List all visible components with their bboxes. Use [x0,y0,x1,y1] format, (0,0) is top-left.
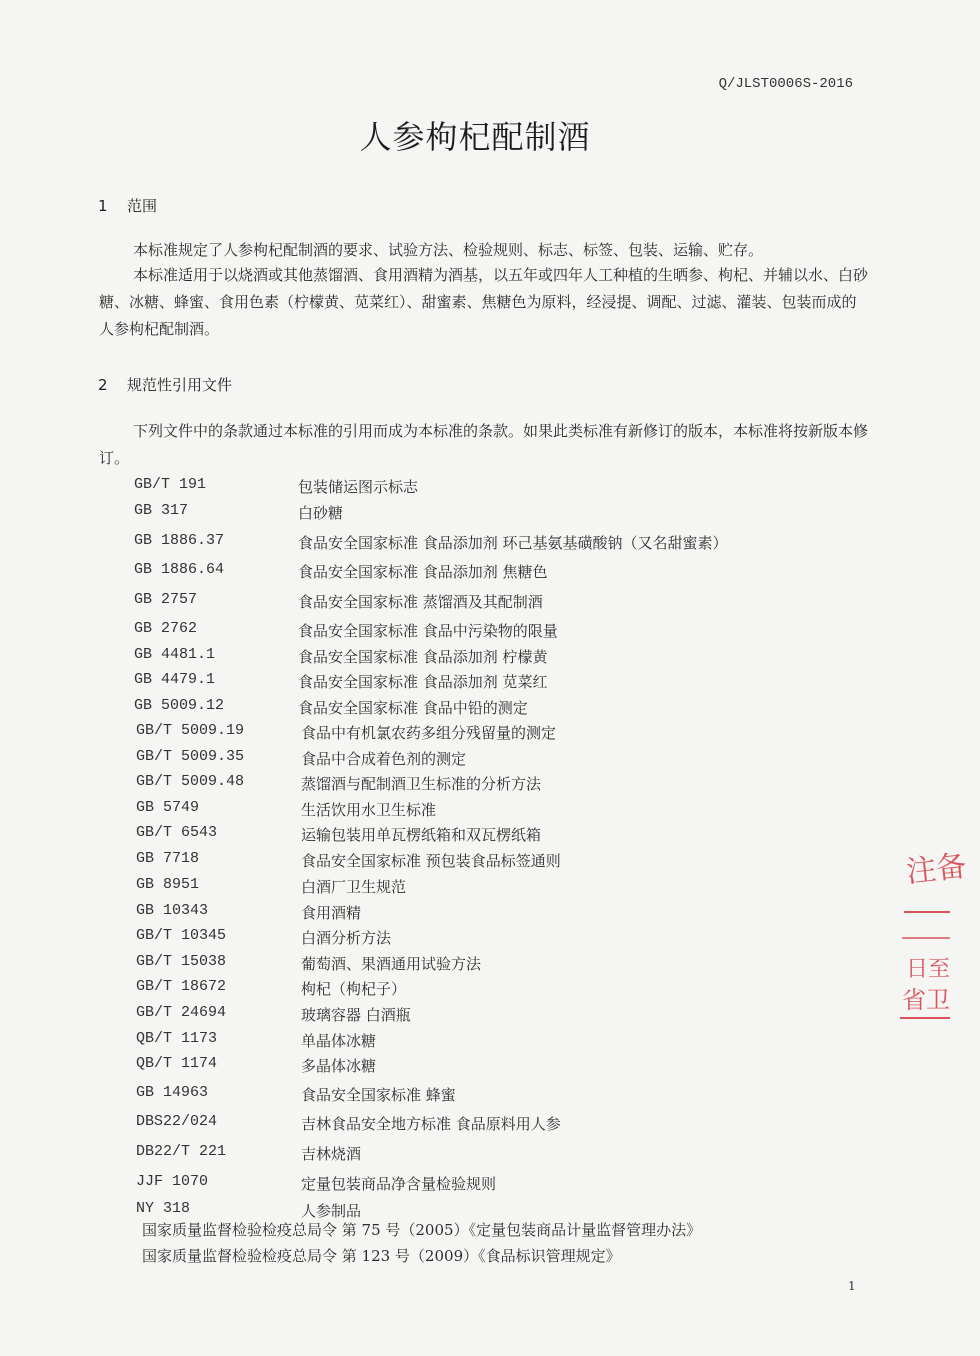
reference-title: 人参制品 [301,1202,362,1220]
regulation-line-2: 国家质量监督检验检疫总局令 第 123 号（2009）《食品标识管理规定》 [142,1247,621,1265]
section-1-paragraph-2: 本标准适用于以烧酒或其他蒸馏酒、食用酒精为酒基，以五年或四年人工种植的生晒参、枸杞、并辅以水、白砂糖、冰糖、蜂蜜、食用色素（柠檬黄、苋菜红）、甜蜜素、焦糖色为原料，经浸提、调配、过滤、灌装、包装而成的人参枸杞配制酒。 [99,266,869,338]
reference-code: GB/T 6543 [136,824,218,841]
section-1-number: 1 [98,197,108,215]
reference-code: GB 14963 [136,1084,209,1101]
reference-code: QB/T 1173 [136,1030,218,1047]
reference-title: 食品安全国家标准 食品添加剂 柠檬黄 [298,648,548,666]
section-2-title: 规范性引用文件 [127,376,233,394]
reference-title: 食品安全国家标准 蜂蜜 [301,1086,456,1104]
reference-code: GB 317 [134,502,189,519]
reference-title: 食品安全国家标准 蒸馏酒及其配制酒 [298,593,543,611]
reference-title: 玻璃容器 白酒瓶 [301,1006,411,1024]
section-2-intro: 下列文件中的条款通过本标准的引用而成为本标准的条款。如果此类标准有新修订的版本，本标准将按新版本修订。 [99,422,869,467]
section-1-paragraph-1: 本标准规定了人参枸杞配制酒的要求、试验方法、检验规则、标志、标签、包装、运输、贮存。 [133,241,764,259]
reference-title: 食品安全国家标准 食品添加剂 环己基氨基磺酸钠（又名甜蜜素） [298,534,728,552]
reference-code: GB 2757 [134,591,198,608]
reference-code: GB 1886.37 [134,532,225,549]
reference-code: GB/T 24694 [136,1004,227,1021]
reference-title: 吉林烧酒 [301,1145,362,1163]
reference-code: QB/T 1174 [136,1055,218,1072]
reference-code: NY 318 [136,1200,191,1217]
reference-title: 蒸馏酒与配制酒卫生标准的分析方法 [301,775,542,793]
document-title: 人参枸杞配制酒 [359,118,591,156]
section-2-heading [98,374,232,395]
reference-title: 食品安全国家标准 食品添加剂 苋菜红 [298,673,548,691]
page-number: 1 [848,1279,856,1293]
reference-title: 白砂糖 [298,504,344,522]
stamp-text-3: 省卫 [902,986,950,1014]
reference-code: GB 10343 [136,902,209,919]
reference-title: 食品安全国家标准 食品中污染物的限量 [298,622,558,640]
reference-code: GB 5749 [136,799,200,816]
reference-title: 白酒分析方法 [301,929,392,947]
section-1-heading [98,195,157,216]
regulation-line-1: 国家质量监督检验检疫总局令 第 75 号（2005）《定量包装商品计量监督管理办法》 [142,1221,702,1239]
standard-code: Q/JLST0006S-2016 [718,76,853,92]
reference-title: 葡萄酒、果酒通用试验方法 [301,955,482,973]
reference-title: 食品中有机氯农药多组分残留量的测定 [301,724,557,742]
stamp-text-2: 日至 [906,957,951,982]
reference-title: 食品安全国家标准 预包装食品标签通则 [301,852,561,870]
reference-code: GB 1886.64 [134,561,225,578]
reference-code: DBS22/024 [136,1113,218,1130]
reference-title: 食品中合成着色剂的测定 [301,750,467,768]
section-2-number: 2 [98,376,108,394]
reference-code: DB22/T 221 [136,1143,227,1160]
reference-code: GB/T 10345 [136,927,227,944]
stamp-text-1: 注备 [904,848,969,891]
filing-stamp [900,820,980,1040]
reference-title: 枸杞（枸杞子） [301,980,407,998]
reference-title: 食品安全国家标准 食品中铅的测定 [298,699,528,717]
reference-code: JJF 1070 [136,1173,209,1190]
reference-title: 运输包装用单瓦楞纸箱和双瓦楞纸箱 [301,826,542,844]
reference-code: GB 4481.1 [134,646,216,663]
reference-title: 定量包装商品净含量检验规则 [301,1175,497,1193]
reference-code: GB/T 5009.19 [136,722,245,739]
reference-title: 食用酒精 [301,904,362,922]
reference-code: GB 4479.1 [134,671,216,688]
reference-title: 包装储运图示标志 [298,478,419,496]
reference-title: 多晶体冰糖 [301,1057,377,1075]
reference-code: GB/T 18672 [136,978,227,995]
reference-code: GB/T 191 [134,476,207,493]
reference-title: 白酒厂卫生规范 [301,878,407,896]
reference-title: 单晶体冰糖 [301,1032,377,1050]
reference-title: 生活饮用水卫生标准 [301,801,437,819]
reference-code: GB 7718 [136,850,200,867]
section-1-title: 范围 [127,197,158,215]
reference-code: GB 8951 [136,876,200,893]
reference-code: GB 5009.12 [134,697,225,714]
reference-code: GB 2762 [134,620,198,637]
reference-code: GB/T 5009.35 [136,748,245,765]
reference-code: GB/T 5009.48 [136,773,245,790]
reference-code: GB/T 15038 [136,953,227,970]
reference-title: 吉林食品安全地方标准 食品原料用人参 [301,1115,561,1133]
reference-title: 食品安全国家标准 食品添加剂 焦糖色 [298,563,548,581]
